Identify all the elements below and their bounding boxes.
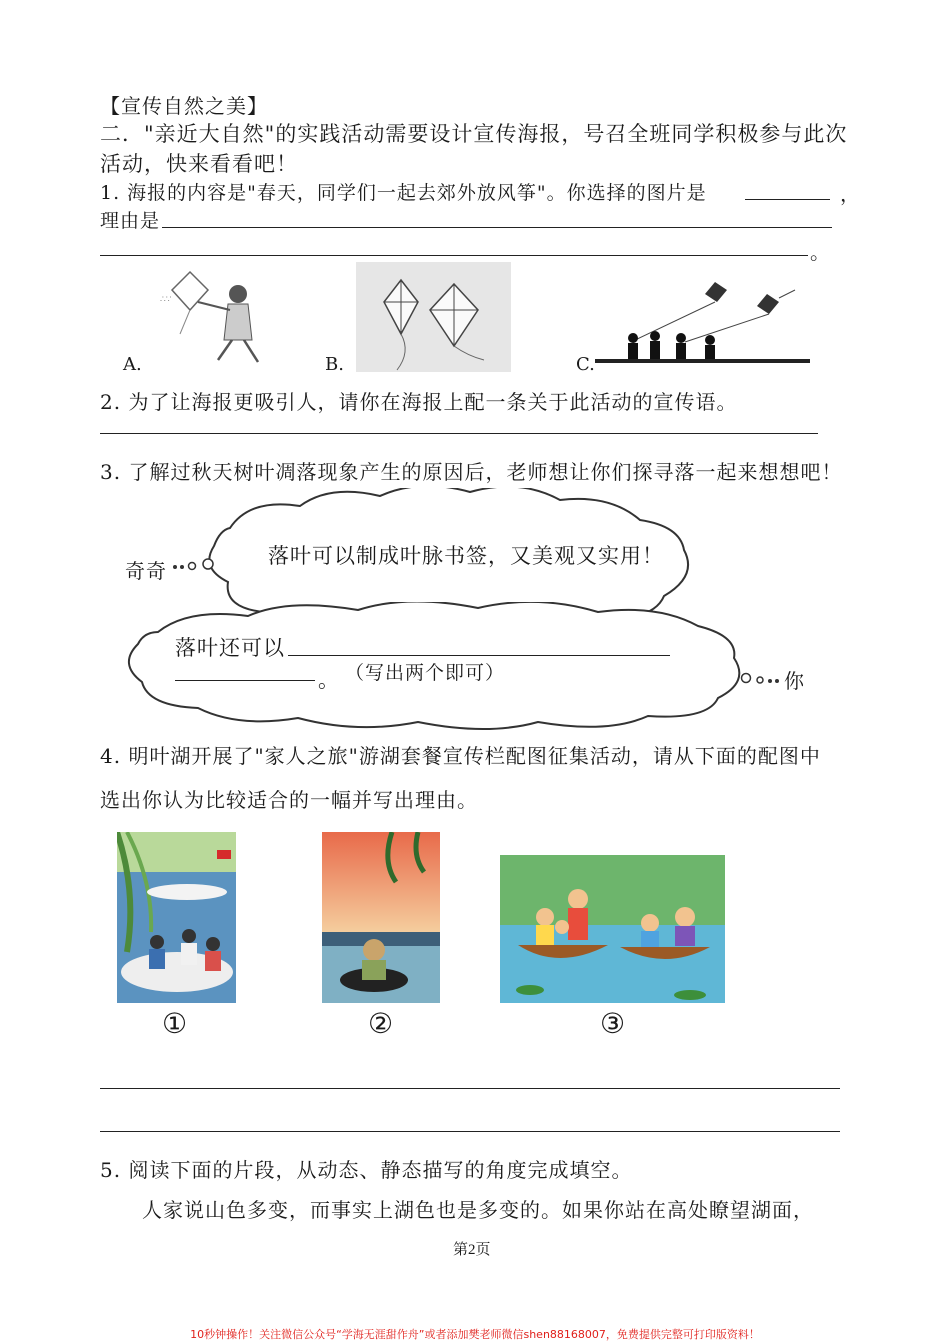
kite-label-b: B. [325,354,344,375]
q1-comma: ， [840,182,861,206]
q1-reason-blank-2[interactable] [100,255,808,256]
part2-intro-line1: 二．"亲近大自然"的实践活动需要设计宣传海报，号召全班同学积极参与此次 [100,122,848,146]
q2-text: 2. 为了让海报更吸引人，请你在海报上配一条关于此活动的宣传语。 [100,390,738,414]
q5-text: 5. 阅读下面的片段，从动态、静态描写的角度完成填空。 [100,1158,633,1182]
page-number: 第2页 [453,1242,491,1258]
q4-text-line1: 4. 明叶湖开展了"家人之旅"游湖套餐宣传栏配图征集活动，请从下面的配图中 [100,744,821,768]
kite-image-c [595,270,810,374]
cloud2-blank-1[interactable] [288,655,670,656]
section-heading: 【宣传自然之美】 [100,94,268,118]
q1-text: 1. 海报的内容是"春天，同学们一起去郊外放风筝"。你选择的图片是 [100,182,707,204]
kite-image-b [356,262,511,372]
cloud2-hint: （写出两个即可） [345,662,506,684]
kite-label-c: C. [576,354,595,375]
lake-label-1: ① [162,1007,188,1040]
q2-slogan-blank[interactable] [100,433,818,434]
q4-answer-blank-1[interactable] [100,1088,840,1089]
cloud1-speaker: 奇奇 [125,559,167,583]
lake-image-1 [117,832,236,1003]
footer-promo-note: 10秒钟操作！关注微信公众号“学海无涯甜作舟”或者添加樊老师微信shen88168007，免费提供完整可打印版资料！ [190,1328,760,1341]
q4-text-line2: 选出你认为比较适合的一幅并写出理由。 [100,788,478,812]
q1-reason-blank-1[interactable] [162,227,832,228]
cloud1-text: 落叶可以制成叶脉书签，又美观又实用！ [268,544,664,568]
q1-picture-blank[interactable] [745,199,830,200]
lake-image-2 [322,832,440,1003]
q3-text: 3. 了解过秋天树叶凋落现象产生的原因后，老师想让你们探寻落一起来想想吧！ [100,460,843,484]
part2-intro-line2: 活动，快来看看吧！ [100,152,298,176]
q1-period: 。 [810,240,831,264]
cloud2-text: 落叶还可以 [175,636,285,660]
kite-image-a [120,262,295,374]
q1-reason-label: 理由是 [100,210,161,232]
lake-image-3 [500,855,725,1003]
cloud2-speaker: 你 [784,669,805,693]
cloud2-blank-2[interactable] [175,680,315,681]
passage-text: 人家说山色多变，而事实上湖色也是多变的。如果你站在高处瞭望湖面， [142,1198,814,1222]
svg-text:∴∵: ∴∵ [160,295,172,305]
kite-label-a: A. [123,354,142,375]
lake-label-3: ③ [600,1007,626,1040]
q4-answer-blank-2[interactable] [100,1131,840,1132]
lake-label-2: ② [368,1007,394,1040]
cloud2-period: 。 [318,668,340,692]
